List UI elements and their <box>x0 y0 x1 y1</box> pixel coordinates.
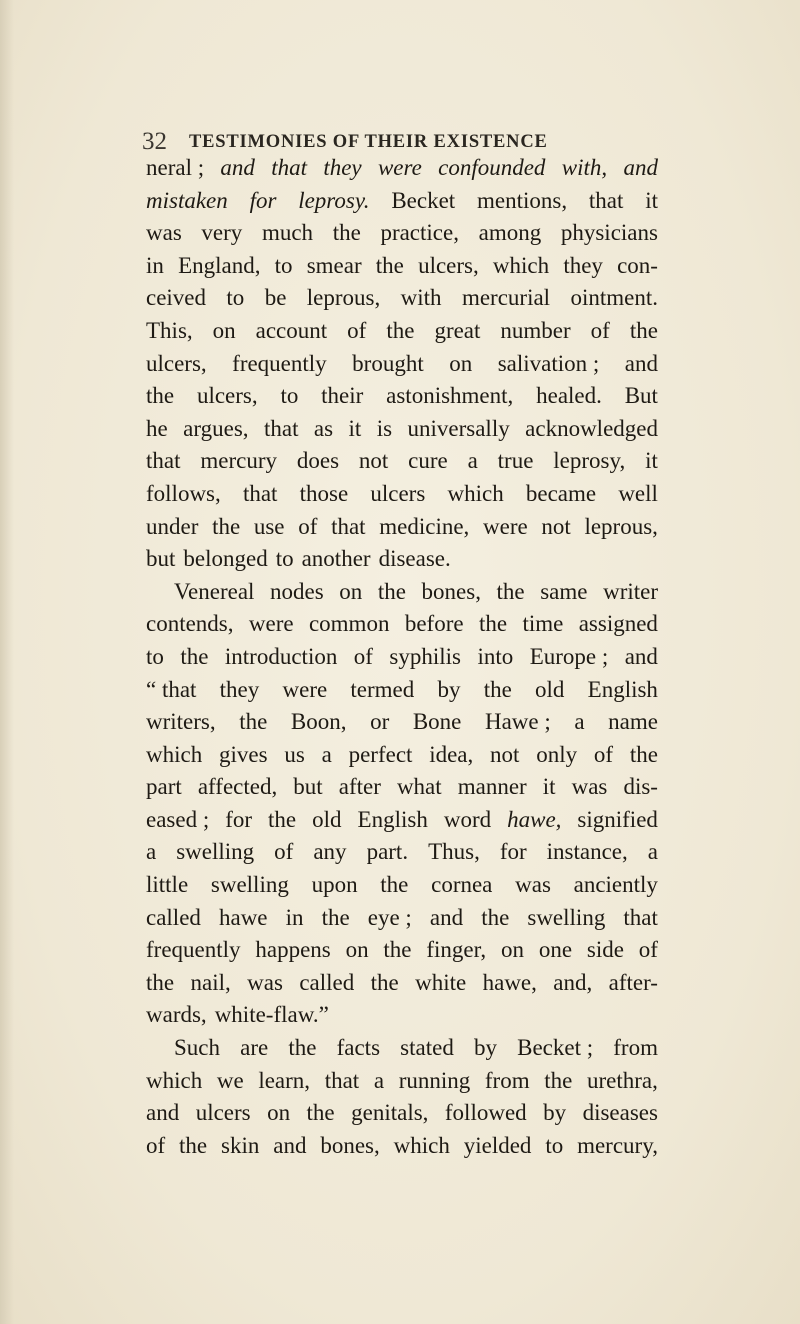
word: is <box>376 415 393 441</box>
word: as <box>313 415 334 441</box>
word: us <box>284 741 305 767</box>
word: a <box>373 1067 385 1093</box>
word: genitals, <box>351 1100 429 1126</box>
word: swelling <box>210 872 289 898</box>
word: mentions, <box>477 187 568 213</box>
word: are <box>240 1035 269 1061</box>
word: ceived <box>146 285 207 311</box>
word: were <box>377 155 422 180</box>
word: with, <box>561 155 608 180</box>
word: was <box>515 872 551 898</box>
word: and <box>273 1132 307 1158</box>
word: hawe, <box>482 969 537 995</box>
word: on <box>345 937 369 963</box>
word: for <box>249 187 277 213</box>
word: does <box>296 448 340 474</box>
word: to <box>226 285 245 311</box>
word: side <box>586 937 624 963</box>
text-line <box>146 511 658 544</box>
word: Becket ; <box>517 1035 594 1061</box>
word: Boon, <box>290 709 347 735</box>
word: con- <box>617 252 658 278</box>
word: leprosy, <box>553 448 626 474</box>
word: were <box>248 611 294 637</box>
word: dis- <box>623 774 658 800</box>
word: Bone <box>412 709 462 735</box>
word: introduction <box>224 643 338 669</box>
word: yielded <box>463 1132 532 1158</box>
word: ulcers <box>370 480 426 506</box>
word: Becket <box>391 187 456 213</box>
word: common <box>308 611 390 637</box>
word: a <box>647 839 658 865</box>
word: mercury <box>200 448 277 474</box>
text-line <box>146 380 658 413</box>
word: white-flaw.” <box>214 1002 329 1028</box>
word: they <box>219 676 260 702</box>
word: became <box>525 480 597 506</box>
word: a <box>574 709 585 735</box>
word: great <box>434 317 481 343</box>
word: number <box>500 317 571 343</box>
word: bones, <box>421 578 481 604</box>
text-line <box>146 674 658 707</box>
word: This, <box>146 317 193 343</box>
text-line <box>146 478 658 511</box>
word: Thus, <box>428 839 480 865</box>
word: nail, <box>190 969 231 995</box>
word: leprosy. <box>298 187 370 213</box>
word: to <box>146 643 164 669</box>
word: into <box>477 643 514 669</box>
word: a <box>467 448 478 474</box>
word: leprous, <box>306 285 381 311</box>
word: word <box>443 806 492 832</box>
word: only <box>536 741 578 767</box>
word: syphilis <box>389 643 461 669</box>
word: after- <box>608 969 658 995</box>
word: frequently <box>146 937 241 963</box>
word: idea, <box>429 741 474 767</box>
word: followed <box>444 1100 527 1126</box>
word: brought <box>352 350 424 376</box>
word: instance, <box>546 839 628 865</box>
word: was <box>247 969 283 995</box>
word: by <box>543 1100 567 1126</box>
word: Venereal <box>174 578 255 604</box>
word: physicians <box>560 220 658 246</box>
text-line <box>146 1065 658 1098</box>
word: argues, <box>183 415 249 441</box>
word: the <box>321 904 350 930</box>
word: salivation ; <box>497 350 600 376</box>
text-line <box>146 999 658 1032</box>
word: Hawe ; <box>484 709 551 735</box>
text-line <box>146 869 658 902</box>
word: to <box>280 383 299 409</box>
page-number: 32 <box>142 128 167 155</box>
word: their <box>321 383 364 409</box>
word: ointment. <box>570 285 658 311</box>
word: the <box>483 676 512 702</box>
text-line <box>146 445 658 478</box>
text-line <box>146 804 658 837</box>
word: another <box>301 546 371 572</box>
word: learn, <box>258 1067 311 1093</box>
word: among <box>478 220 542 246</box>
word: not <box>541 513 571 539</box>
word: and <box>429 904 464 930</box>
word: the <box>370 969 399 995</box>
word: urethra, <box>587 1067 658 1093</box>
word: with <box>400 285 442 311</box>
text-line <box>146 771 658 804</box>
text-line <box>146 641 658 674</box>
word: belonged <box>183 546 268 572</box>
word: not <box>358 448 389 474</box>
word: he <box>146 415 168 441</box>
word: on <box>339 578 363 604</box>
word: or <box>370 709 390 735</box>
word: that <box>331 513 366 539</box>
word: smear <box>306 252 362 278</box>
spine-shadow <box>0 0 14 1324</box>
word: skin <box>221 1132 260 1158</box>
word: the <box>180 643 209 669</box>
word: the <box>481 904 510 930</box>
text-line <box>146 1032 658 1065</box>
word: was <box>571 774 608 800</box>
word: assigned <box>578 611 658 637</box>
word: same <box>540 578 588 604</box>
word: ulcers, <box>418 252 479 278</box>
word: it <box>645 448 658 474</box>
word: practice, <box>380 220 459 246</box>
word: be <box>264 285 287 311</box>
text-line <box>146 739 658 772</box>
word: by <box>437 676 461 702</box>
word: the <box>288 1035 317 1061</box>
word: a <box>146 839 157 865</box>
word: that <box>324 1067 360 1093</box>
word: wards, <box>146 1002 207 1028</box>
word: English <box>357 806 428 832</box>
word: perfect <box>348 741 413 767</box>
word: bones, <box>320 1132 380 1158</box>
word: follows, <box>146 480 221 506</box>
word: hawe <box>218 904 268 930</box>
word: confounded <box>438 155 546 180</box>
body-text <box>146 152 658 1162</box>
word: mercurial <box>461 285 551 311</box>
word: after <box>338 774 381 800</box>
word: neral ; <box>146 155 205 180</box>
text-line <box>146 576 658 609</box>
word: but <box>146 546 176 572</box>
word: English <box>587 676 658 702</box>
word: of <box>353 643 373 669</box>
word: universally <box>407 415 510 441</box>
word: writers, <box>146 709 216 735</box>
text-line <box>146 706 658 739</box>
word: it <box>348 415 362 441</box>
word: on <box>500 937 524 963</box>
word: which <box>492 252 550 278</box>
text-line <box>146 1097 658 1130</box>
word: contends, <box>146 611 234 637</box>
word: on <box>267 1100 291 1126</box>
word: the <box>496 578 525 604</box>
text-line <box>146 902 658 935</box>
word: from <box>484 1067 530 1093</box>
word: the <box>212 513 241 539</box>
word: upon <box>311 872 358 898</box>
word: and <box>146 1100 180 1126</box>
word: which <box>393 1132 450 1158</box>
word: was <box>146 220 182 246</box>
word: of <box>638 937 658 963</box>
word: little <box>146 872 189 898</box>
word: the <box>306 1100 335 1126</box>
word: in <box>146 252 164 278</box>
word: of <box>298 513 318 539</box>
text-line <box>146 967 658 1000</box>
word: the <box>478 611 508 637</box>
word: very <box>201 220 243 246</box>
word: and <box>624 350 658 376</box>
text-line <box>146 1130 658 1163</box>
word: and <box>220 155 255 180</box>
word: it <box>542 774 556 800</box>
word: by <box>473 1035 497 1061</box>
word: for <box>225 806 253 832</box>
word: healed. <box>536 383 602 409</box>
word: disease. <box>378 546 451 572</box>
word: mercury, <box>577 1132 658 1158</box>
word: use <box>253 513 285 539</box>
text-line <box>146 543 658 576</box>
text-line <box>146 282 658 315</box>
word: the <box>377 578 406 604</box>
word: and <box>624 643 658 669</box>
word: before <box>404 611 464 637</box>
word: time <box>522 611 564 637</box>
word: of <box>590 317 610 343</box>
text-line <box>146 413 658 446</box>
word: stated <box>400 1035 454 1061</box>
word: true <box>497 448 534 474</box>
running-head: TESTIMONIES OF THEIR EXISTENCE <box>189 132 548 152</box>
word: and <box>623 155 658 180</box>
word: which <box>447 480 504 506</box>
word: the <box>239 709 268 735</box>
word: and, <box>553 969 593 995</box>
word: that <box>588 187 624 213</box>
word: old <box>312 806 342 832</box>
word: mistaken <box>146 187 228 213</box>
word: white <box>415 969 467 995</box>
text-line <box>146 185 658 218</box>
word: ulcers, <box>196 383 258 409</box>
word: part <box>146 774 182 800</box>
word: facts <box>336 1035 381 1061</box>
word: eye ; <box>367 904 412 930</box>
word: of <box>593 741 614 767</box>
word: gives <box>219 741 268 767</box>
word: the <box>179 1132 208 1158</box>
word: swelling <box>176 839 255 865</box>
word: a <box>321 741 332 767</box>
word: not <box>490 741 520 767</box>
word: the <box>332 220 361 246</box>
text-line <box>146 250 658 283</box>
word: much <box>261 220 314 246</box>
word: Europe ; <box>529 643 609 669</box>
word: to <box>274 252 293 278</box>
word: any <box>313 839 347 865</box>
word: eased ; <box>146 806 210 832</box>
word: “ that <box>146 676 197 702</box>
word: England, <box>178 252 261 278</box>
text-line <box>146 217 658 250</box>
word: the <box>146 969 175 995</box>
word: hawe, <box>507 806 562 832</box>
word: cure <box>408 448 448 474</box>
word: in <box>285 904 304 930</box>
word: termed <box>350 676 415 702</box>
word: acknowledged <box>525 415 658 441</box>
word: the <box>386 317 415 343</box>
text-line <box>146 348 658 381</box>
word: name <box>608 709 658 735</box>
word: to <box>275 546 294 572</box>
word: they <box>323 155 362 180</box>
text-line <box>146 315 658 348</box>
word: cornea <box>431 872 493 898</box>
word: swelling <box>527 904 606 930</box>
word: called <box>299 969 355 995</box>
word: we <box>216 1067 244 1093</box>
word: the <box>629 317 658 343</box>
word: Such <box>174 1035 220 1061</box>
word: for <box>499 839 527 865</box>
word: one <box>538 937 573 963</box>
word: that <box>242 480 278 506</box>
word: of <box>347 317 367 343</box>
word: anciently <box>573 872 658 898</box>
word: diseases <box>582 1100 658 1126</box>
text-line <box>146 152 658 185</box>
word: account <box>255 317 328 343</box>
word: signified <box>577 806 658 832</box>
word: the <box>268 806 297 832</box>
word: astonishment, <box>386 383 514 409</box>
word: it <box>645 187 658 213</box>
word: ulcers <box>195 1100 251 1126</box>
word: which <box>146 1067 203 1093</box>
word: of <box>146 1132 166 1158</box>
word: on <box>449 350 473 376</box>
word: that <box>263 415 299 441</box>
word: under <box>146 513 199 539</box>
word: happens <box>255 937 331 963</box>
word: but <box>293 774 323 800</box>
word: part. <box>366 839 409 865</box>
word: frequently <box>232 350 327 376</box>
word: old <box>535 676 565 702</box>
word: on <box>212 317 236 343</box>
word: affected, <box>197 774 278 800</box>
text-line <box>146 934 658 967</box>
word: running <box>398 1067 471 1093</box>
word: the <box>383 937 412 963</box>
word: nodes <box>270 578 324 604</box>
word: But <box>624 383 658 409</box>
word: were <box>282 676 328 702</box>
word: they <box>563 252 603 278</box>
word: the <box>544 1067 573 1093</box>
word: the <box>146 383 175 409</box>
word: which <box>146 741 203 767</box>
word: ulcers, <box>146 350 207 376</box>
text-line <box>146 608 658 641</box>
word: leprous, <box>584 513 658 539</box>
word: the <box>375 252 404 278</box>
word: that <box>623 904 658 930</box>
word: those <box>299 480 349 506</box>
word: finger, <box>426 937 487 963</box>
word: what <box>396 774 442 800</box>
word: to <box>545 1132 564 1158</box>
word: were <box>483 513 528 539</box>
word: that <box>271 155 308 180</box>
word: called <box>146 904 201 930</box>
word: well <box>618 480 658 506</box>
text-line <box>146 836 658 869</box>
word: the <box>380 872 409 898</box>
word: medicine, <box>379 513 470 539</box>
word: manner <box>457 774 527 800</box>
word: of <box>274 839 294 865</box>
word: that <box>146 448 181 474</box>
word: writer <box>603 578 658 604</box>
word: from <box>613 1035 658 1061</box>
word: the <box>629 741 658 767</box>
